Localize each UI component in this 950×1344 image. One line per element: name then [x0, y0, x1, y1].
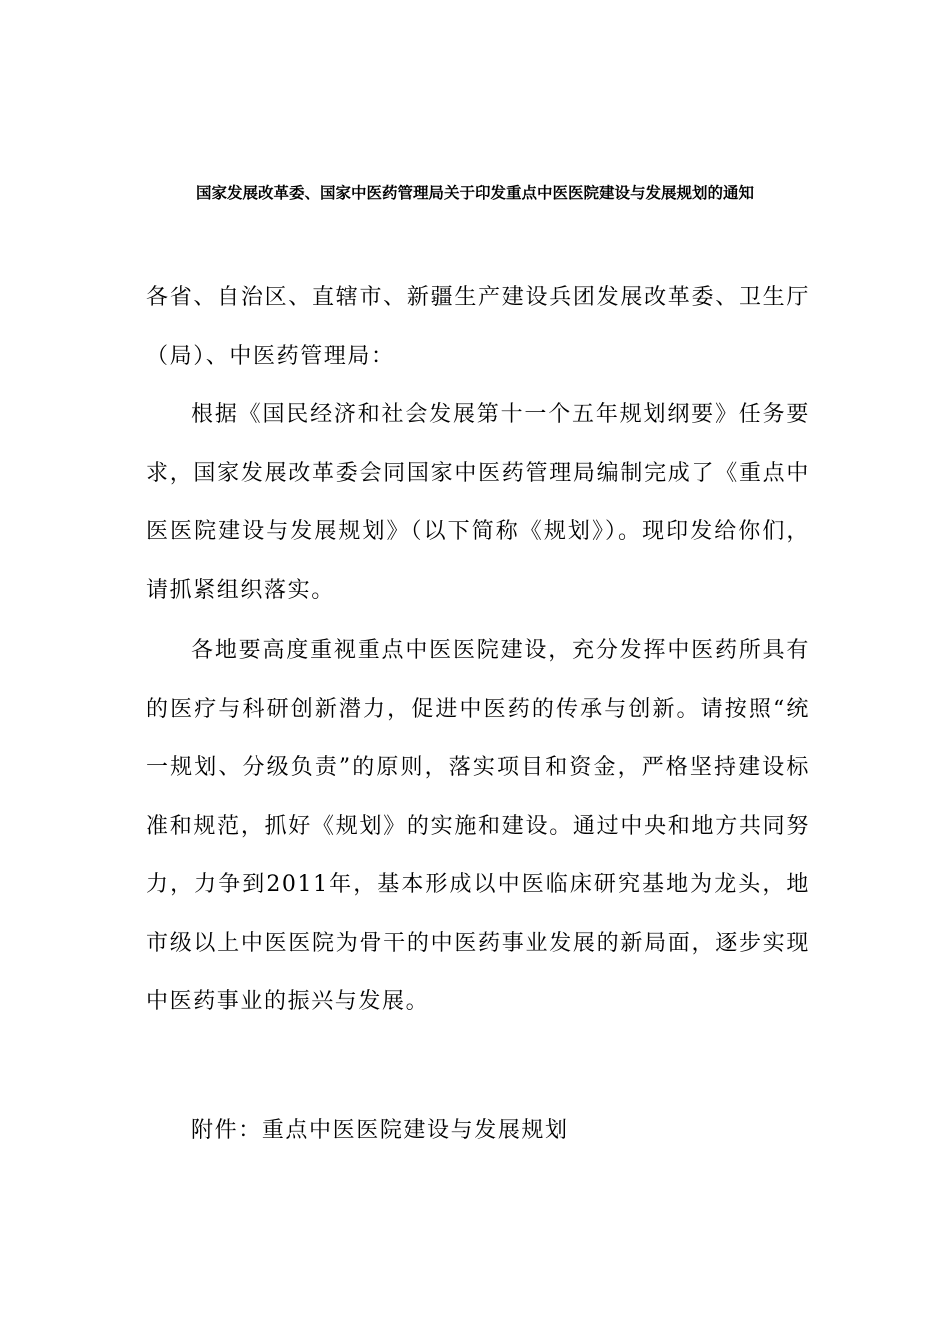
- attachment-title: 重点中医医院建设与发展规划: [261, 1118, 569, 1143]
- addressee-line: 各省、自治区、直辖市、新疆生产建设兵团发展改革委、卫生厅（局）、中医药管理局：: [146, 285, 810, 369]
- body-paragraph-1: 根据《国民经济和社会发展第十一个五年规划纲要》任务要求，国家发展改革委会同国家中医药管理局编制完成了《重点中医医院建设与发展规划》（以下简称《规划》）。现印发给你们，请抓紧组织落实。: [146, 402, 810, 603]
- document-title: 国家发展改革委、国家中医药管理局关于印发重点中医医院建设与发展规划的通知: [195, 184, 754, 202]
- attachment-label: 附件：: [191, 1118, 262, 1143]
- attachment-line: [191, 1102, 569, 1161]
- body-paragraph-2: 各地要高度重视重点中医医院建设，充分发挥中医药所具有的医疗与科研创新潜力，促进中医药的传承与创新。请按照“统一规划、分级负责”的原则，落实项目和资金，严格坚持建设标准和规范，抓好《规划》的实施和建设。通过中央和地方共同努力，力争到2011年，基本形成以中医临床研究基地为龙头，地市级以上中医医院为骨干的中医药事业发展的新局面，逐步实现中医药事业的振兴与发展。: [146, 638, 810, 1014]
